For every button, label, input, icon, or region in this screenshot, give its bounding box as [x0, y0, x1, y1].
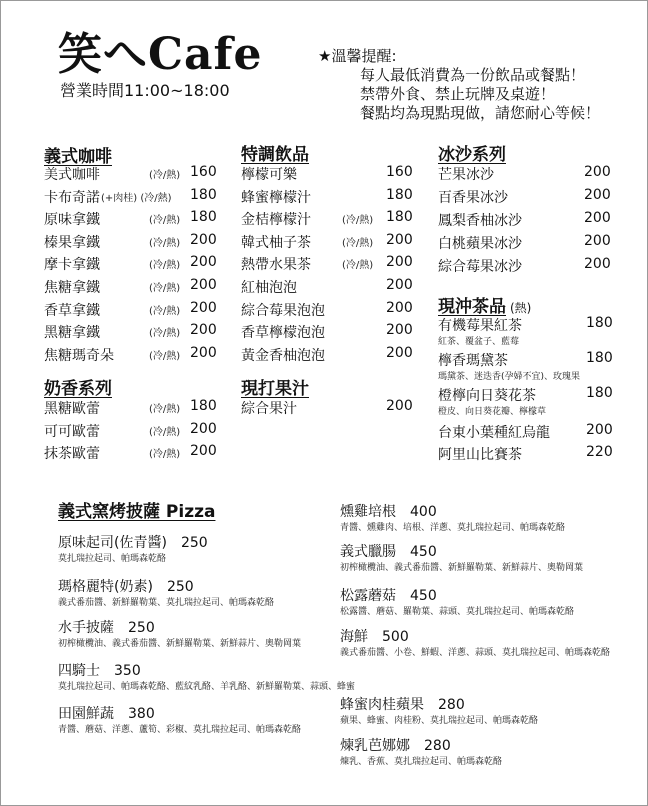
item-name: 檸檬可樂: [241, 167, 297, 183]
item-temperature: (冷/熱): [149, 350, 181, 362]
business-hours: 營業時間11:00~18:00: [60, 81, 230, 100]
item-name: 可可歐蕾: [44, 423, 100, 440]
menu-item: [438, 422, 628, 444]
menu-item: [241, 209, 426, 231]
pizza-price: 250: [128, 620, 155, 636]
item-name: 熱帶水果茶: [241, 257, 311, 274]
item-price: 180: [190, 398, 217, 414]
item-description: 橙皮、向日葵花瓣、檸檬草: [438, 407, 547, 417]
pizza-name: 原味起司(佐青醬): [58, 535, 167, 551]
pizza-description: 莫扎瑞拉起司、帕瑪森乾酪、藍紋乳酪、羊乳酪、新鮮羅勒葉、蒜頭、蜂蜜: [58, 682, 356, 692]
item-price: 200: [190, 277, 217, 293]
item-price: 200: [584, 210, 611, 226]
pizza-item: [340, 541, 437, 561]
tea-title: 現沖茶品: [438, 297, 506, 317]
menu-item: [241, 345, 426, 367]
pizza-item: [58, 617, 155, 637]
item-price: 160: [190, 164, 217, 180]
pizza-price: 400: [410, 504, 437, 520]
item-temperature: (冷/熱): [149, 305, 181, 317]
item-name: 香草拿鐵: [44, 302, 100, 319]
item-price: 160: [386, 164, 413, 180]
pizza-description: 松露醬、蘑菇、羅勒葉、蒜頭、莫扎瑞拉起司、帕瑪森乾酪: [340, 607, 575, 617]
pizza-description: 青醬、蘑菇、洋蔥、蘆筍、彩椒、莫扎瑞拉起司、帕瑪森乾酪: [58, 725, 302, 735]
item-name: 黑糖拿鐵: [44, 325, 100, 342]
cafe-title: 笑へCafe: [58, 29, 263, 80]
pizza-description: 初榨橄欖油、義式番茄醬、新鮮羅勒葉、新鮮蒜片、奧勒岡葉: [58, 639, 302, 649]
section-title-tea: [438, 292, 531, 317]
menu-item: [241, 300, 426, 322]
item-temperature: (冷/熱): [149, 215, 181, 227]
item-name: 綜合莓果冰沙: [438, 259, 522, 275]
item-price: 200: [386, 299, 413, 316]
pizza-item: [58, 660, 141, 680]
item-temperature: (冷/熱): [149, 237, 181, 249]
pizza-item: [340, 694, 465, 714]
item-temperature: (+肉桂) (冷/熱): [101, 192, 172, 204]
item-temperature: (冷/熱): [342, 237, 374, 249]
item-price: 200: [190, 254, 217, 271]
pizza-price: 500: [382, 629, 409, 645]
item-price: 200: [190, 231, 217, 248]
pizza-description: 蘋果、蜂蜜、肉桂粉、莫扎瑞拉起司、帕瑪森乾酪: [340, 716, 539, 726]
item-temperature: (冷/熱): [149, 170, 181, 181]
menu-item: [44, 187, 230, 209]
item-name: 黑糖歐蕾: [44, 401, 100, 417]
item-description: 紅茶、覆盆子、藍莓: [438, 337, 520, 347]
item-name: 原味拿鐵: [44, 212, 100, 229]
pizza-name: 燻雞培根: [340, 504, 396, 520]
item-name: 綜合果汁: [241, 401, 297, 417]
menu-item: [44, 300, 230, 322]
item-price: 200: [386, 344, 413, 361]
pizza-item: [58, 703, 155, 723]
item-name: 焦糖瑪奇朵: [44, 347, 114, 364]
item-name: 檸香瑪黛茶: [438, 353, 508, 369]
menu-item: [241, 322, 426, 344]
item-name: 黃金香柚泡泡: [241, 347, 325, 364]
pizza-item: [340, 585, 437, 605]
pizza-price: 280: [438, 697, 465, 713]
item-name: 焦糖拿鐵: [44, 280, 100, 296]
pizza-description: 青醬、燻雞肉、培根、洋蔥、莫扎瑞拉起司、帕瑪森乾酪: [340, 523, 566, 533]
notice-line: 禁帶外食、禁止玩牌及桌遊！: [360, 85, 556, 103]
item-price: 200: [190, 299, 217, 316]
item-price: 200: [584, 187, 611, 203]
item-price: 200: [584, 233, 611, 249]
pizza-description: 莫扎瑞拉起司、帕瑪森乾酪: [58, 554, 167, 564]
item-name: 美式咖啡: [44, 167, 100, 183]
item-price: 200: [386, 254, 413, 271]
notice-line: 餐點均為現點現做，請您耐心等候！: [360, 104, 601, 122]
pizza-item: [340, 501, 437, 521]
menu-item: [44, 164, 230, 186]
item-price: 200: [386, 322, 413, 339]
section-title-juice: 現打果汁: [241, 379, 309, 399]
pizza-price: 280: [424, 738, 451, 754]
pizza-item: [340, 626, 409, 646]
item-name: 阿里山比賽茶: [438, 447, 522, 463]
pizza-name: 松露蘑菇: [340, 588, 396, 604]
item-price: 180: [190, 209, 217, 226]
menu-item: [44, 421, 230, 443]
pizza-price: 350: [114, 663, 141, 679]
menu-item: [44, 398, 230, 420]
pizza-description: 初榨橄欖油、義式番茄醬、新鮮羅勒葉、新鮮蒜片、奧勒岡葉: [340, 563, 584, 573]
item-price: 200: [386, 231, 413, 248]
item-name: 台東小葉種紅烏龍: [438, 425, 550, 441]
item-name: 香草檸檬泡泡: [241, 325, 325, 342]
item-name: 紅柚泡泡: [241, 280, 297, 296]
item-price: 180: [386, 209, 413, 226]
pizza-name: 蜂蜜肉桂蘋果: [340, 697, 424, 713]
pizza-price: 450: [410, 588, 437, 604]
menu-item: [44, 232, 230, 254]
item-price: 200: [190, 322, 217, 339]
item-temperature: (冷/熱): [149, 328, 181, 340]
menu-item: [44, 443, 230, 465]
menu-item: [44, 254, 230, 276]
section-title-smoothie: 冰沙系列: [438, 145, 506, 165]
pizza-item: [58, 532, 208, 552]
item-price: 220: [586, 444, 613, 460]
menu-item: [438, 233, 624, 255]
pizza-name: 海鮮: [340, 629, 368, 645]
item-name: 百香果冰沙: [438, 190, 508, 206]
menu-item: [44, 277, 230, 299]
item-price: 200: [386, 398, 413, 414]
item-price: 180: [586, 385, 613, 401]
section-title-pizza: 義式窯烤披薩 Pizza: [58, 502, 216, 522]
menu-item: [241, 254, 426, 276]
item-price: 180: [586, 315, 613, 331]
item-temperature: (冷/熱): [149, 404, 181, 415]
notice-line: 每人最低消費為一份飲品或餐點！: [360, 66, 586, 84]
menu-item: [44, 209, 230, 231]
pizza-description: 煉乳、香蕉、莫扎瑞拉起司、帕瑪森乾酪: [340, 757, 503, 767]
pizza-item: [58, 576, 194, 596]
item-temperature: (冷/熱): [342, 260, 374, 272]
item-name: 白桃蘋果冰沙: [438, 236, 522, 252]
item-name: 芒果冰沙: [438, 167, 494, 183]
pizza-description: 義式番茄醬、小卷、鮮蝦、洋蔥、蒜頭、莫扎瑞拉起司、帕瑪森乾酪: [340, 648, 611, 658]
item-name: 蜂蜜檸檬汁: [241, 189, 311, 206]
menu-item: [241, 187, 426, 209]
item-name: 金桔檸檬汁: [241, 212, 311, 229]
pizza-item: [340, 735, 451, 755]
item-name: 卡布奇諾: [44, 189, 100, 206]
item-price: 200: [386, 277, 413, 293]
item-temperature: (冷/熱): [149, 426, 181, 438]
menu-item: [241, 164, 426, 186]
pizza-name: 瑪格麗特(奶素): [58, 579, 153, 595]
item-name: 綜合莓果泡泡: [241, 302, 325, 319]
pizza-price: 250: [166, 579, 194, 595]
pizza-name: 水手披薩: [58, 620, 114, 636]
pizza-price: 380: [128, 706, 155, 722]
notice-title: ★溫馨提醒:: [318, 47, 397, 65]
pizza-price: 250: [180, 535, 208, 551]
menu-item: [241, 398, 426, 420]
section-title-milk-tea: 奶香系列: [44, 379, 112, 399]
section-title-espresso: 義式咖啡: [44, 147, 112, 167]
pizza-name: 四騎士: [58, 663, 100, 679]
menu-item: [438, 256, 624, 278]
item-temperature: (冷/熱): [149, 449, 181, 461]
item-name: 橙檸向日葵花茶: [438, 388, 536, 404]
pizza-description: 義式番茄醬、新鮮羅勒葉、莫扎瑞拉起司、帕瑪森乾酪: [58, 598, 275, 608]
item-price: 200: [584, 256, 611, 272]
menu-item: [438, 164, 624, 186]
section-title-special: 特調飲品: [241, 145, 309, 165]
item-price: 180: [586, 350, 613, 366]
menu-item: [438, 187, 624, 209]
menu-item: [241, 232, 426, 254]
pizza-name: 田園鮮蔬: [58, 706, 114, 722]
menu-item: [438, 444, 628, 466]
item-price: 180: [190, 186, 217, 203]
item-temperature: (冷/熱): [342, 215, 374, 227]
pizza-price: 450: [410, 544, 437, 560]
menu-item: [44, 345, 230, 367]
item-name: 有機莓果紅茶: [438, 318, 522, 334]
menu-item: [44, 322, 230, 344]
menu-item: [241, 277, 426, 299]
item-price: 200: [586, 422, 613, 438]
item-price: 200: [190, 443, 217, 460]
item-price: 180: [386, 186, 413, 203]
item-description: 瑪黛茶、迷迭香(孕婦不宜)、玫瑰果: [438, 372, 581, 382]
item-temperature: (冷/熱): [149, 283, 181, 294]
item-price: 200: [584, 164, 611, 180]
item-name: 抹茶歐蕾: [44, 446, 100, 463]
item-name: 榛果拿鐵: [44, 234, 100, 251]
item-price: 200: [190, 344, 217, 361]
tea-subtitle: (熱): [510, 301, 532, 315]
pizza-name: 煉乳芭娜娜: [340, 738, 410, 754]
item-temperature: (冷/熱): [149, 260, 181, 272]
item-name: 摩卡拿鐵: [44, 257, 100, 274]
menu-item: [438, 210, 624, 232]
item-name: 鳳梨香柚冰沙: [438, 213, 522, 229]
item-name: 韓式柚子茶: [241, 234, 311, 251]
pizza-name: 義式臘腸: [340, 544, 396, 560]
item-price: 200: [190, 420, 217, 437]
